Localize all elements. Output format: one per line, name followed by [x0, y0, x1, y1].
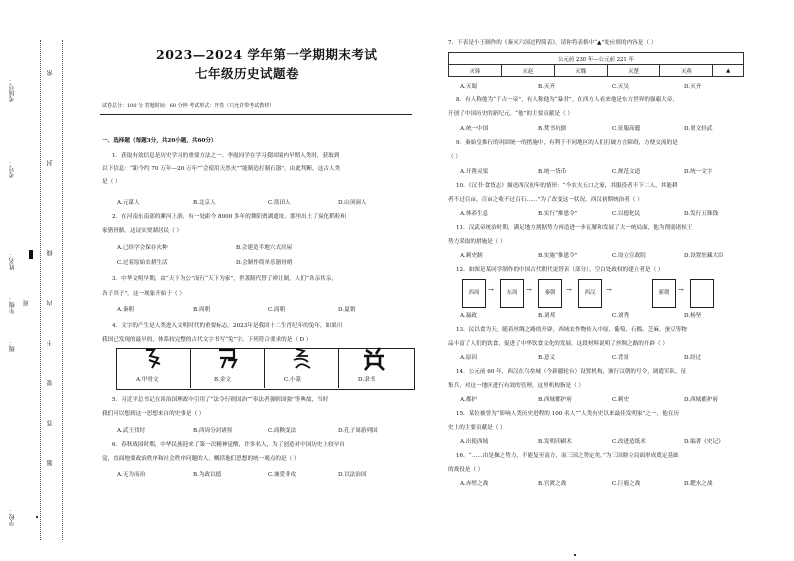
seal-char: 内: [47, 300, 54, 306]
q5-line1: 5．习近平总书记在谈治国理政中引用了“法令行则国治”“奉法者强则国强”等典故，当时: [112, 397, 329, 403]
header-rule: [100, 114, 412, 115]
q6-option-d[interactable]: D.以法治国: [338, 472, 367, 478]
exam-title-line2: 七年级历史试题卷: [195, 66, 300, 81]
clerical-rabbit-glyph: [360, 346, 388, 378]
q7-table-header: 公元前 230 年—公元前 221 年: [449, 53, 744, 65]
q7-option-b[interactable]: B.灭齐: [538, 84, 556, 90]
q12-option-b[interactable]: B.刘邦: [538, 313, 556, 319]
section-heading: 一、选择题（每题3分，共20小题，共60分）: [102, 138, 217, 144]
q15-option-d[interactable]: D.编著《史记》: [684, 439, 724, 445]
q16-option-c[interactable]: C.巨鹿之战: [612, 481, 641, 487]
q2-option-d[interactable]: D.会制作简单乐器骨哨: [236, 260, 293, 266]
q1-option-b[interactable]: B.北京人: [193, 200, 216, 206]
arrow-icon: →: [678, 286, 684, 294]
binding-line-outer: [40, 40, 41, 540]
q14-option-c[interactable]: C.刺史: [612, 397, 630, 403]
q11-line2: 势力采取的措施是（ ）: [448, 239, 506, 245]
q1-line2: 以下信息：“距今约 70 万年—20 万年”“会使用天然火”“能制造打制石器”。由此判断，这古人类: [102, 166, 341, 172]
margin-class-label: 班: [23, 300, 30, 306]
q5-option-d[interactable]: D.孔子周游列国: [338, 428, 378, 434]
q10-line2: 者不过百亩，百亩之收不过百石……”为了改变这一状况，西汉初期统治者（ ）: [448, 197, 643, 203]
q16-line1: 16．“……由是操之势力，不能复至南方，而三国之势定矣。”为三国鼎立局面形成奠定基础: [456, 453, 679, 459]
q7-line1: 7．下表是小王制作的《秦灭六国过程简表》，请你将表格中“▲”处应填的内容是（ ）: [448, 40, 657, 46]
q5-option-c[interactable]: C.商鞅变法: [268, 428, 297, 434]
q9-line1: 9．秦始皇推行的巩固统一的措施中，有利于不同地区的人们打破方言障碍，方便交流的是: [456, 140, 678, 146]
q3-option-a[interactable]: A.秦朝: [117, 307, 135, 313]
q16-option-a[interactable]: A.赤壁之战: [460, 481, 489, 487]
binding-mark: [29, 250, 33, 259]
q2-option-c[interactable]: C.过着原始农耕生活: [117, 260, 168, 266]
q5-option-a[interactable]: A.武王伐纣: [117, 428, 146, 434]
q13-line1: 13．民以食为天。随着丝绸之路的开辟，西域农作物传入中原，葡萄、石榴、芝麻、蚕豆等物: [456, 327, 687, 333]
q16-option-d[interactable]: D.淝水之战: [684, 481, 713, 487]
q14-option-b[interactable]: B.西域都护府: [538, 397, 572, 403]
arrow-icon: →: [526, 286, 532, 294]
q1-option-c[interactable]: C.蓝田人: [268, 200, 291, 206]
q13-option-c[interactable]: C.背景: [612, 355, 630, 361]
q15-option-b[interactable]: B.发明印刷术: [538, 439, 572, 445]
q9-option-d[interactable]: D.统一文字: [684, 169, 713, 175]
q6-option-a[interactable]: A.无为而治: [117, 472, 146, 478]
q2-option-b[interactable]: B.会建造半地穴式房屋: [236, 245, 293, 251]
dynasty-box-blank: [690, 279, 714, 308]
margin-exam-room-label: 考场号：: [9, 78, 16, 102]
margin-school-label: 学校：: [9, 508, 16, 526]
bronze-rabbit-glyph: [214, 346, 240, 378]
q7-cell: 灭燕: [660, 65, 713, 77]
q4-divider: [264, 348, 265, 388]
q9-option-b[interactable]: B.统一货币: [538, 169, 567, 175]
q7-blank-cell: ▲: [713, 65, 744, 77]
seal-char: 题: [47, 460, 54, 466]
q12-line1: 12．如图是某同学制作的中国古代朝代更替表（部分），空白处政权的建立者是（ ）: [456, 267, 664, 273]
q6-line1: 6．春秋战国时期，中华民族迎来了第一次精神觉醒，许多名人，为了创造对中国历史上较早自: [112, 442, 345, 448]
q8-option-c[interactable]: C.征服高麗: [612, 126, 641, 132]
q10-option-b[interactable]: B.实行“推恩令”: [538, 211, 578, 217]
q15-line2: 史上的主要贡献是（ ）: [448, 425, 506, 431]
q15-option-c[interactable]: C.改进造纸术: [612, 439, 646, 445]
margin-class-suffix: 级：: [9, 340, 16, 352]
q13-option-a[interactable]: A.原因: [460, 355, 478, 361]
q8-option-d[interactable]: D.重文轻武: [684, 126, 713, 132]
q7-cell: 灭韩: [449, 65, 502, 77]
q12-option-d[interactable]: D.杨坚: [684, 313, 702, 319]
q14-option-a[interactable]: A.都护: [460, 397, 478, 403]
exam-title-line1: 2023—2024 学年第一学期期末考试: [156, 47, 378, 62]
binding-line-inner: [62, 40, 63, 540]
q9-line2: （ ）: [448, 154, 461, 160]
q7-table: [448, 52, 744, 77]
q13-line2: 品丰富了人们的饮食，促进了中华饮食文化的发展。这段材料说明了丝绸之路的开辟（ ）: [448, 341, 668, 347]
q4-option-a[interactable]: A.甲骨文: [136, 377, 159, 383]
exam-meta: 试卷总分：100 分 答题时间：60 分钟 考试形式：开卷（只允许带考试教材）: [102, 103, 275, 109]
q11-option-c[interactable]: C.设立宣政院: [612, 253, 646, 259]
q12-option-a[interactable]: A.嬴政: [460, 313, 478, 319]
q13-option-b[interactable]: B.意义: [538, 355, 556, 361]
q15-line1: 15．某位被誉为“影响人类历史进程的 100 名人”“人类有史以来最佳发明家”之一，他在历: [456, 411, 679, 417]
seal-rabbit-glyph: [288, 346, 314, 378]
q16-line2: 的战役是（ ）: [448, 467, 484, 473]
q13-option-d[interactable]: D.经过: [684, 355, 702, 361]
q8-line1: 8．有人称他为“千古一帝”，有人称他为“暴君”。在西方人看来他是东方世界的强霸大帝，: [456, 97, 678, 103]
scan-speck: [574, 554, 576, 556]
q5-option-b[interactable]: B.西周分封诸侯: [193, 428, 233, 434]
q12-option-c[interactable]: C.刘秀: [612, 313, 630, 319]
q5-line2: 我们可以想到这一思想来自的史事是（ ）: [102, 411, 205, 417]
q8-option-a[interactable]: A.统一中国: [460, 126, 489, 132]
q4-option-c[interactable]: C.小篆: [284, 377, 302, 383]
q1-option-a[interactable]: A.元谋人: [117, 200, 140, 206]
q16-option-b[interactable]: B.官渡之战: [538, 481, 567, 487]
dynasty-box-qin: 秦朝: [538, 279, 562, 308]
q14-line1: 14．公元前 60 年，西汉在乌垒城（今新疆轮台）设置机构，颁行汉朝的号令，调遣军队，征: [456, 369, 687, 375]
q8-option-b[interactable]: B.焚书坑儒: [538, 126, 567, 132]
dynasty-box-west-han: 西汉: [578, 279, 602, 308]
q4-line1: 4．文字的产生是人类进入文明时代的重要标志。2023年是我国十二生肖纪年的兔年，如果川: [112, 323, 343, 329]
dynasty-box-xin: 新朝: [652, 279, 676, 308]
q7-option-a[interactable]: A.灭蜀: [460, 84, 478, 90]
q7-cell: 灭魏: [554, 65, 607, 77]
q3-option-c[interactable]: C.商朝: [268, 307, 286, 313]
q2-line2: 家猪骨骼。这证实贾湖居民（ ）: [102, 228, 183, 234]
margin-name-label: 姓名：: [9, 252, 16, 270]
q1-line1: 1．获取有效信息是历史学习的重要方法之一。李霞同学在学习我国境内早期人类时，获取到: [112, 153, 340, 159]
q14-line2: 集兵，对这一地区进行有效的管理。这里机构指是（ ）: [448, 383, 585, 389]
q9-option-c[interactable]: C.规范文道: [612, 169, 641, 175]
seal-char: 密: [47, 70, 54, 76]
arrow-icon: →: [488, 286, 494, 294]
scan-speck: [36, 516, 38, 518]
q7-option-d[interactable]: D.灭齐: [684, 84, 702, 90]
q1-line3: 是（ ）: [102, 179, 121, 185]
q3-line1: 3．中华文明早期，由“天下为公”而行“天下为家”，世袭制代替了禅让制，人们“各亲其亲，: [112, 276, 337, 282]
arrow-icon: →: [566, 286, 572, 294]
q11-option-b[interactable]: B.实施“推恩令”: [538, 253, 578, 259]
q6-option-c[interactable]: C.兼爱非攻: [268, 472, 297, 478]
q7-cell: 灭赵: [501, 65, 554, 77]
q4-option-b[interactable]: B.金文: [214, 377, 232, 383]
q15-option-a[interactable]: A.出使西域: [460, 439, 489, 445]
dynasty-box-west-zhou: 西周: [462, 279, 486, 308]
q8-line2: 开创了中国历史的新纪元。“他”的主要贡献是（ ）: [448, 111, 573, 117]
seal-char: 封: [47, 160, 54, 166]
q4-option-d[interactable]: D.隶书: [358, 377, 376, 383]
q6-option-b[interactable]: B.为政以德: [193, 472, 222, 478]
q3-option-d[interactable]: D.夏朝: [338, 307, 356, 313]
q11-option-a[interactable]: A.刺史制: [460, 253, 483, 259]
oracle-rabbit-glyph: [140, 346, 166, 378]
seal-char: 不: [47, 340, 54, 346]
q14-option-d[interactable]: D.西域都护府: [684, 397, 719, 403]
seal-char: 答: [47, 420, 54, 426]
q2-line1: 2．在河南东南部的漯河上游，有一处距今 8000 多年的舞阳贾湖遗址。那里出土了炭化稻粒和: [112, 214, 346, 220]
q1-option-d[interactable]: D.山顶洞人: [338, 200, 367, 206]
seal-char: 线: [47, 250, 54, 256]
dynasty-box-east-zhou: 东周: [500, 279, 524, 308]
margin-grade-label: 年级：: [9, 296, 16, 314]
q10-option-c[interactable]: C.以德化民: [612, 211, 641, 217]
q4-line2: 我国已发现的最早的，体系较完整的古代文字书写“兔”字，下列符合要求的是（ D ）: [102, 337, 312, 343]
q10-option-a[interactable]: A.休养生息: [460, 211, 489, 217]
q10-line1: 10．《汉书·食货志》描述西汉初年的情形：“今农夫五口之家，其服役者不下二人，其能耕: [456, 183, 678, 189]
q6-line2: 觉，直面地要政治秩序和社会秩序问题的人，概括他们思想的统一观点的是（ ）: [102, 456, 300, 462]
q3-option-b[interactable]: B.周朝: [193, 307, 211, 313]
q7-cell: 灭楚: [607, 65, 660, 77]
q7-option-c[interactable]: C.灭吴: [612, 84, 630, 90]
margin-exam-number-label: 考号：: [9, 160, 16, 178]
q3-line2: 各子其子”。这一现象开始于（ ）: [102, 291, 185, 297]
q11-option-d[interactable]: D.设置驻藏大臣: [684, 253, 724, 259]
q9-option-a[interactable]: A.开凿灵渠: [460, 169, 489, 175]
q11-line1: 11．汉武帝统治时期，满足地方割据势力再造进一步瓦解和发展了大一统局面，他为削弱诸侯王: [456, 225, 693, 231]
q10-option-d[interactable]: D.发行五铢钱: [684, 211, 719, 217]
seal-char: 要: [47, 380, 54, 386]
q4-divider: [338, 348, 339, 388]
arrow-icon: →: [606, 286, 612, 294]
q4-divider: [190, 348, 191, 388]
q2-option-a[interactable]: A.已经学会保存火种: [117, 245, 168, 251]
